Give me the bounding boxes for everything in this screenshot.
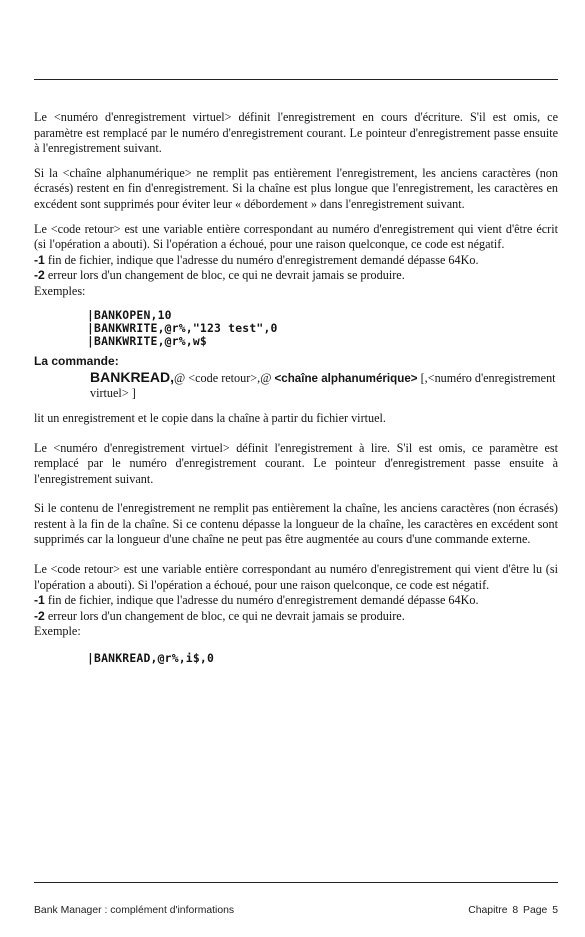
error-description: erreur lors d'un changement de bloc, ce qui ne devrait jamais se produire.: [47, 608, 405, 623]
example-label: Exemple:: [34, 624, 81, 639]
footer-page-number: Chapitre 8 Page 5: [468, 905, 558, 916]
syntax-arg-return: @ <code retour>,@: [174, 370, 275, 385]
code-line: |BANKOPEN,10: [87, 307, 172, 322]
page-body: [34, 110, 558, 665]
error-code: -2: [34, 608, 45, 623]
error-description: erreur lors d'un changement de bloc, ce qui ne devrait jamais se produire.: [47, 268, 405, 283]
paragraph-virtual-record-write: Le <numéro d'enregistrement virtuel> définit l'enregistrement en cours d'écriture. S'il est omis, ce paramètre est remplacé par le numéro d'enregistrement courant. Le pointeur d'enregistrement passe ensuite à l'enregistrement suivant.: [34, 110, 558, 156]
footer-book-title: Bank Manager : complément d'informations: [34, 905, 235, 916]
command-label: La commande:: [34, 354, 119, 369]
paragraph-return-code-read: Le <code retour> est une variable entière correspondant au numéro d'enregistrement qui vient d'être lu (si l'opération a abouti). Si l'opération a échoué, pour une raison quelconque, ce code est négatif.: [34, 562, 558, 592]
error-code: -2: [34, 268, 45, 283]
syntax-arg-string: <chaîne alphanumérique>: [274, 371, 418, 385]
code-line: |BANKWRITE,@r%,w$: [87, 333, 207, 348]
paragraph-return-code-write: Le <code retour> est une variable entière correspondant au numéro d'enregistrement qui vient d'être écrit (si l'opération a abouti). Si l'opération a échoué, pour une raison quelconque, ce code est négatif.: [34, 221, 558, 252]
footer-rule: [34, 882, 558, 883]
code-example-block: [34, 309, 558, 349]
syntax-arg-record: [,<numéro d'enregistrement virtuel> ]: [90, 370, 556, 401]
header-rule: [34, 79, 558, 80]
error-item: [34, 593, 558, 609]
examples-label: Exemples:: [34, 283, 86, 298]
error-description: fin de fichier, indique que l'adresse du numéro d'enregistrement demandé dépasse 64Ko.: [47, 252, 479, 267]
command-name: BANKREAD,: [90, 368, 174, 385]
code-line: |BANKWRITE,@r%,"123 test",0: [87, 320, 278, 335]
paragraph-string-overflow-write: Si la <chaîne alphanumérique> ne remplit pas entièrement l'enregistrement, les anciens caractères (non écrasés) restent en fin d'enregistrement. Si la chaîne est plus longue que l'enregistrement, les caractères en excédent sont supprimés pour éviter leur « débordement » dans l'enregistrement suivant.: [34, 165, 558, 211]
code-line: |BANKREAD,@r%,i$,0: [87, 651, 215, 666]
error-code: -1: [34, 593, 45, 608]
error-item: [34, 253, 558, 269]
error-item: [34, 609, 558, 625]
error-description: fin de fichier, indique que l'adresse du numéro d'enregistrement demandé dépasse 64Ko.: [47, 593, 479, 608]
error-code: -1: [34, 252, 45, 267]
paragraph-virtual-record-read: Le <numéro d'enregistrement virtuel> définit l'enregistrement à lire. S'il est omis, ce paramètre est remplacé par le numéro d'enregistrement courant. Le pointeur d'enregistrement passe ensuite à l'enregistrement suivant.: [34, 440, 558, 486]
paragraph-command-description: lit un enregistrement et le copie dans la chaîne à partir du fichier virtuel.: [34, 410, 386, 425]
error-item: [34, 268, 558, 284]
paragraph-string-overflow-read: Si le contenu de l'enregistrement ne remplit pas entièrement la chaîne, les anciens caractères (non écrasés) restent à la fin de la chaîne. Si ce contenu dépasse la longueur de la chaîne, les caractères en excédent sont supprimés car la longueur d'une chaîne ne peut pas être augmentée au cours d'une commande externe.: [34, 501, 558, 547]
command-syntax: [34, 370, 558, 402]
